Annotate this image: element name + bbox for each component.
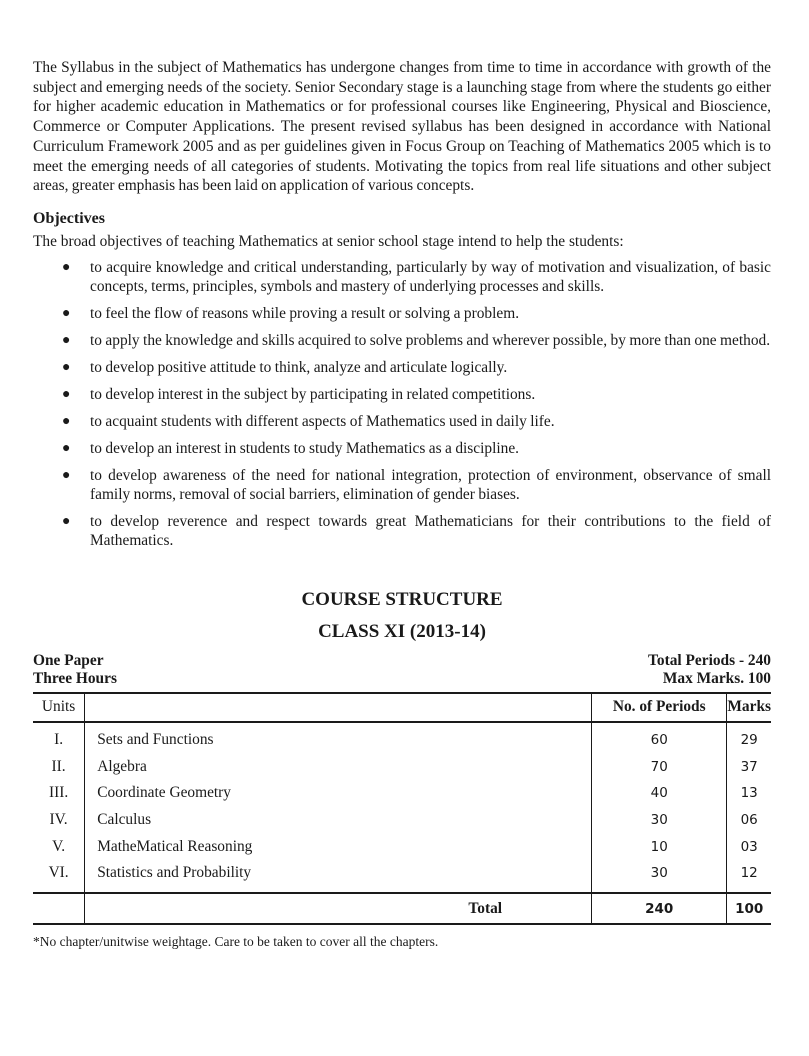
- unit-periods: 60: [592, 722, 727, 754]
- intro-paragraph: The Syllabus in the subject of Mathematics has undergone changes from time to time in accordance with growth of the subject and emerging needs of the society. Senior Secondary stage is a launching stage from where the students go either for higher academic education in Mathematics or for professional courses like Engineering, Physical and Bioscience, Commerce or Computer Applications. The present revised syllabus has been designed in accordance with National Curriculum Framework 2005 and as per guidelines given in Focus Group on Teaching of Mathematics 2005 which is to meet the emerging needs of all categories of students. Motivating the topics from real life situations and other subject areas, greater emphasis has been laid on application of various concepts.: [33, 59, 771, 195]
- table-row: [33, 807, 771, 834]
- unit-marks: 12: [740, 865, 758, 882]
- unit-marks: 13: [740, 785, 758, 802]
- marks-header: Marks: [727, 693, 771, 722]
- unit-marks: 37: [740, 758, 758, 775]
- total-row: [33, 893, 771, 924]
- units-header: Units: [33, 693, 85, 722]
- total-periods-label: Total Periods - 240: [648, 651, 771, 669]
- list-item: ● to develop reverence and respect towards great Mathematicians for their contributions to the field of Mathematics.: [62, 512, 771, 549]
- table-row: [33, 780, 771, 807]
- table-header-row: [33, 693, 771, 722]
- bullet-icon: ●: [62, 513, 71, 529]
- paper-info: [33, 652, 771, 688]
- list-item: ● to feel the flow of reasons while proving a result or solving a problem.: [62, 304, 520, 322]
- unit-number: II.: [33, 754, 85, 781]
- unit-periods: 30: [592, 860, 727, 894]
- objectives-list: [33, 258, 771, 550]
- course-structure-table: [33, 692, 771, 926]
- table-row: [33, 833, 771, 860]
- course-structure-title: COURSE STRUCTURE: [301, 588, 503, 610]
- table-row: [33, 722, 771, 754]
- table-row: [33, 754, 771, 781]
- unit-number: III.: [33, 780, 85, 807]
- unit-topic: Statistics and Probability: [85, 860, 592, 894]
- unit-number: VI.: [33, 860, 85, 894]
- unit-periods: 40: [592, 780, 727, 807]
- unit-topic: Calculus: [85, 807, 592, 834]
- total-periods: 240: [592, 893, 727, 924]
- table-row: [33, 860, 771, 894]
- duration-label: Three Hours: [33, 669, 117, 687]
- bullet-icon: ●: [62, 359, 71, 375]
- bullet-icon: ●: [62, 305, 71, 321]
- unit-topic: Coordinate Geometry: [85, 780, 592, 807]
- bullet-icon: ●: [62, 413, 71, 429]
- unit-topic: Sets and Functions: [85, 722, 592, 754]
- total-units-cell: [33, 893, 85, 924]
- unit-number: IV.: [33, 807, 85, 834]
- class-title: CLASS XI (2013-14): [318, 620, 486, 642]
- unit-marks: 06: [740, 812, 758, 828]
- list-item: ● to acquaint students with different aspects of Mathematics used in daily life.: [62, 412, 555, 430]
- paper-label: One Paper: [33, 651, 104, 669]
- syllabus-page: [33, 58, 771, 950]
- unit-topic: MatheMatical Reasoning: [85, 833, 592, 860]
- objectives-intro: The broad objectives of teaching Mathematics at senior school stage intend to help the students:: [33, 232, 624, 250]
- unit-topic: Algebra: [85, 754, 592, 781]
- bullet-icon: ●: [62, 259, 71, 275]
- footnote: *No chapter/unitwise weightage. Care to be taken to cover all the chapters.: [33, 934, 439, 950]
- objectives-heading: Objectives: [33, 209, 105, 227]
- topic-header: [85, 693, 592, 722]
- unit-marks: 03: [740, 838, 758, 855]
- bullet-icon: ●: [62, 332, 71, 348]
- list-item: ● to apply the knowledge and skills acquired to solve problems and wherever possible, by more than one method.: [62, 331, 771, 349]
- bullet-icon: ●: [62, 386, 71, 402]
- unit-number: V.: [33, 833, 85, 860]
- unit-periods: 70: [592, 754, 727, 781]
- unit-number: I.: [33, 722, 85, 754]
- total-marks: 100: [727, 893, 771, 924]
- total-label: Total: [85, 893, 592, 924]
- bullet-icon: ●: [62, 440, 71, 456]
- unit-marks: 29: [740, 732, 758, 749]
- list-item: ● to acquire knowledge and critical understanding, particularly by way of motivation and visualization, of basic concepts, terms, principles, symbols and mastery of underlying processes and skills.: [62, 258, 771, 295]
- unit-periods: 30: [592, 807, 727, 834]
- list-item: ● to develop awareness of the need for national integration, protection of environment, observance of small family norms, removal of social barriers, elimination of gender biases.: [62, 466, 771, 503]
- list-item: ● to develop positive attitude to think, analyze and articulate logically.: [62, 358, 508, 376]
- list-item: ● to develop interest in the subject by participating in related competitions.: [62, 385, 536, 403]
- list-item: ● to develop an interest in students to study Mathematics as a discipline.: [62, 439, 520, 457]
- bullet-icon: ●: [62, 467, 71, 483]
- max-marks-label: Max Marks. 100: [662, 669, 771, 687]
- periods-header: No. of Periods: [592, 693, 727, 722]
- unit-periods: 10: [592, 833, 727, 860]
